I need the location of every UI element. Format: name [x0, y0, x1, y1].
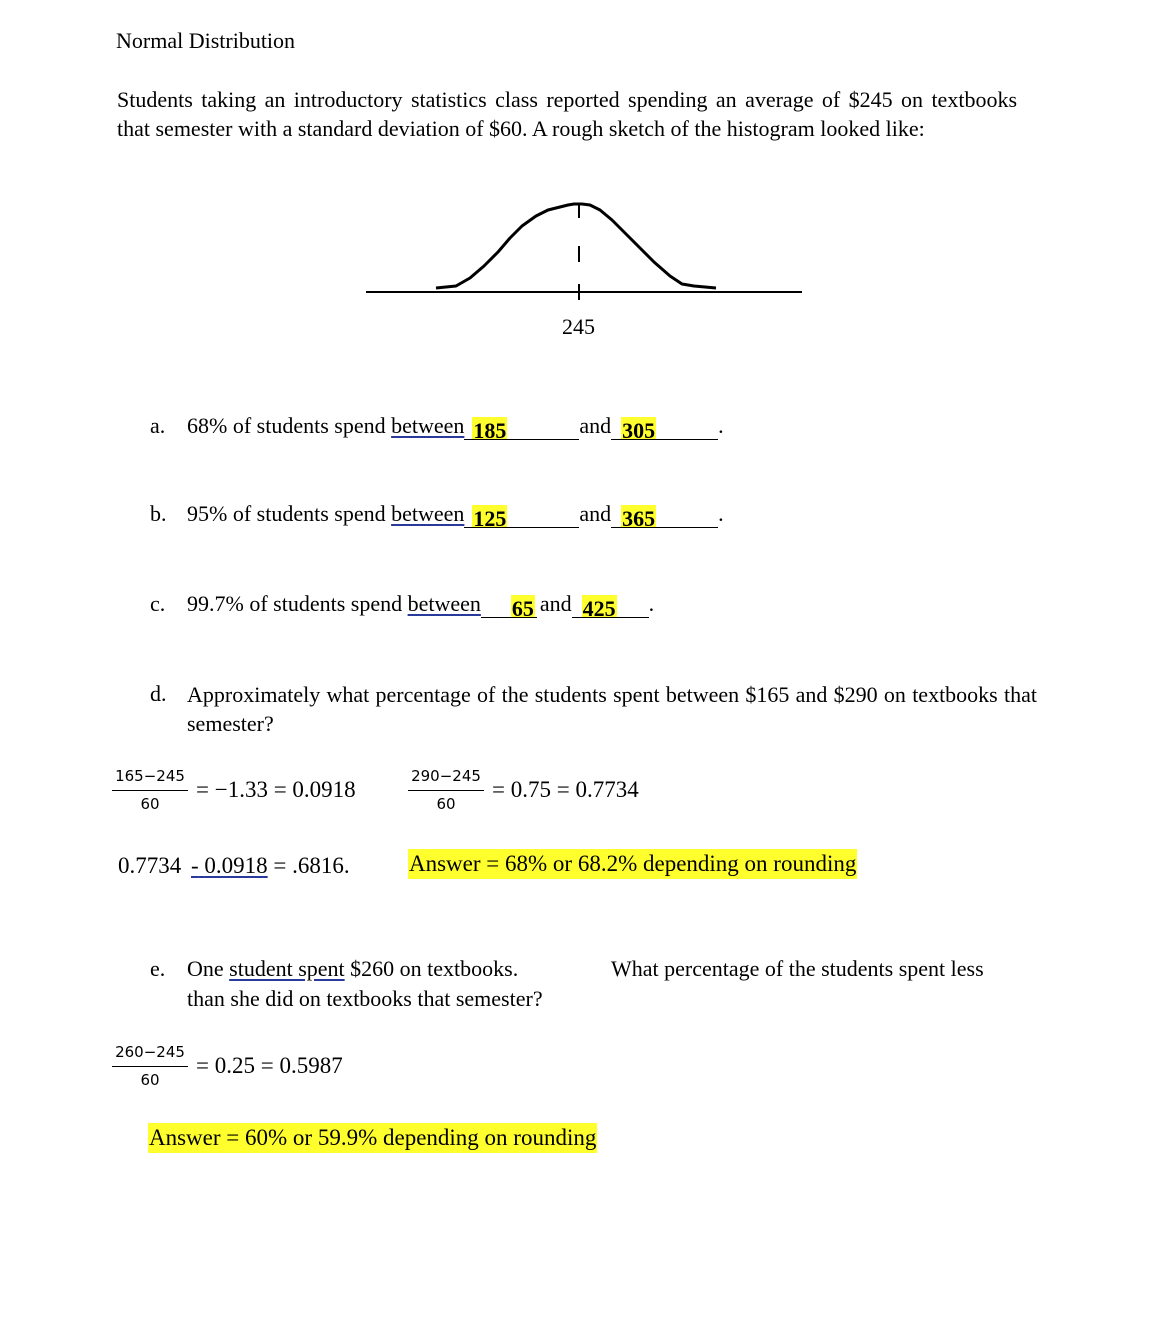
equation-2: = 0.75 = 0.7734 [492, 777, 639, 802]
question-a-and: and [579, 413, 612, 438]
fraction-260: 260−245 60 [112, 1043, 188, 1089]
answer-a2: 305 [622, 418, 656, 443]
question-b-row: 95% of students spend between 125 and 365 . [187, 501, 724, 531]
question-c-text: 99.7% of students spend between [187, 591, 481, 616]
equation-1: = −1.33 = 0.0918 [196, 777, 356, 802]
question-a-row: 68% of students spend between 185 and 305 . [187, 413, 724, 443]
question-e-text-1: One student spent $260 on textbooks. [187, 956, 519, 981]
fraction-165: 165−245 60 [112, 767, 188, 813]
answer-e: Answer = 60% or 59.9% depending on rounding [148, 1123, 597, 1153]
question-e-text-2: What percentage of the students spent less [611, 956, 984, 981]
question-c-row: 99.7% of students spend between 65 and 425 . [187, 591, 655, 621]
question-d-letter: d. [150, 681, 167, 706]
question-b-letter: b. [150, 501, 167, 526]
bell-curve [436, 204, 716, 288]
question-c-and: and [539, 591, 572, 616]
calc-line: 0.7734 - 0.0918 = .6816. [118, 853, 350, 878]
answer-a1: 185 [473, 418, 507, 443]
equation-e: = 0.25 = 0.5987 [196, 1053, 343, 1078]
question-b-text: 95% of students spend between [187, 501, 465, 526]
intro-paragraph: Students taking an introductory statistics class reported spending an average of $245 on textbooks that semester with a standard deviation of $60. A rough sketch of the histogram looked like: [117, 87, 1017, 141]
fraction-290: 290−245 60 [408, 767, 484, 813]
answer-b2: 365 [622, 506, 656, 531]
page-title: Normal Distribution [116, 28, 296, 53]
question-e-letter: e. [150, 956, 166, 981]
question-a-text-full: 68% of students spend between [187, 413, 465, 438]
answer-d: Answer = 68% or 68.2% depending on rounding [408, 849, 857, 879]
answer-c1: 65 [511, 596, 534, 621]
question-e-text-3: than she did on textbooks that semester? [187, 986, 543, 1011]
answer-c2: 425 [582, 596, 616, 621]
question-b-and: and [579, 501, 612, 526]
bell-curve-sketch [360, 190, 810, 310]
answer-b1: 125 [473, 506, 507, 531]
question-d-text: Approximately what percentage of the students spent between $165 and $290 on textbooks that semester? [187, 682, 1037, 736]
question-c-letter: c. [150, 591, 166, 616]
question-a-letter: a. [150, 413, 166, 438]
center-label-245: 245 [562, 314, 595, 339]
